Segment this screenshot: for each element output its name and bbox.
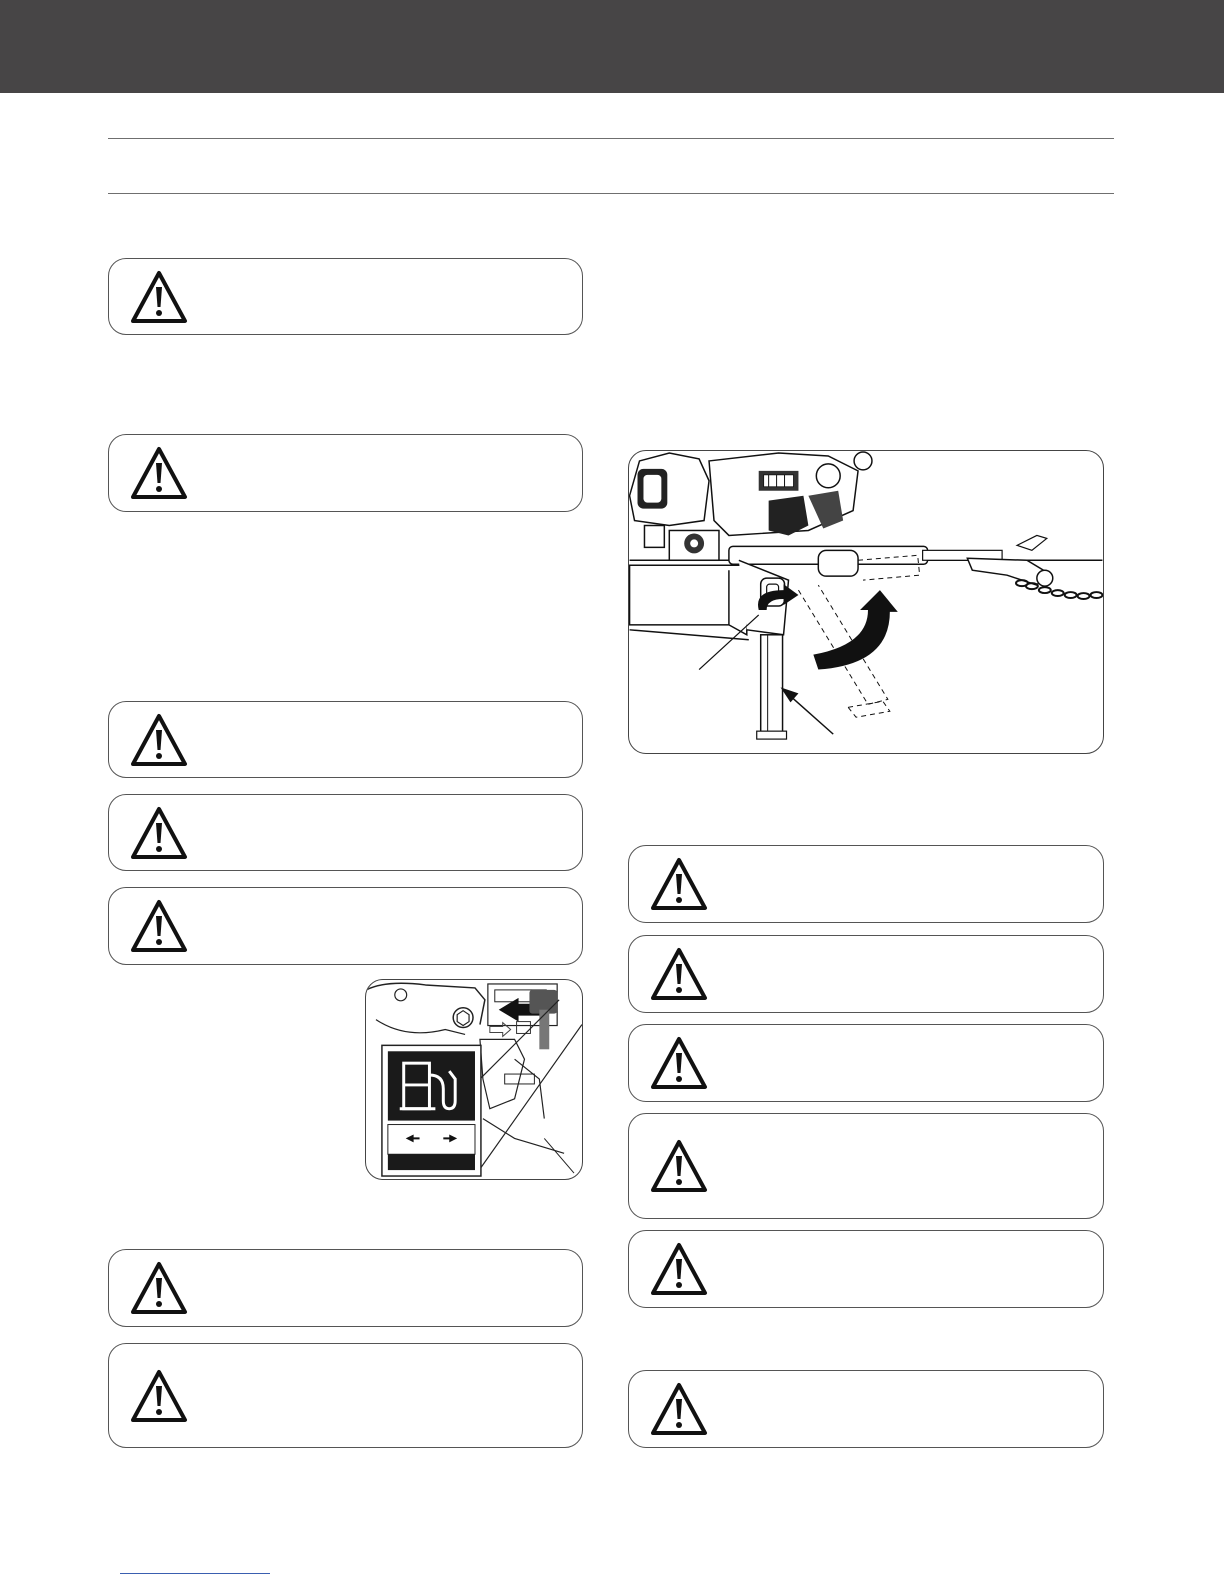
warning-box bbox=[108, 434, 583, 512]
fuel-pump-icon bbox=[382, 1045, 481, 1176]
warning-box bbox=[628, 1230, 1104, 1308]
warning-triangle-icon bbox=[129, 805, 189, 861]
warning-box bbox=[628, 1370, 1104, 1448]
warning-triangle-icon bbox=[129, 898, 189, 954]
warning-triangle-icon bbox=[649, 1381, 709, 1437]
warning-triangle-icon bbox=[129, 1368, 189, 1424]
pointer-arrow-icon bbox=[781, 687, 834, 734]
warning-triangle-icon bbox=[649, 1241, 709, 1297]
warning-triangle-icon bbox=[129, 269, 189, 325]
warning-triangle-icon bbox=[129, 445, 189, 501]
warning-triangle-icon bbox=[129, 1260, 189, 1316]
footer-link-underline[interactable] bbox=[120, 1573, 270, 1574]
warning-box bbox=[108, 701, 583, 778]
warning-box bbox=[628, 1024, 1104, 1102]
section-rule-bottom bbox=[108, 193, 1114, 194]
warning-box bbox=[628, 935, 1104, 1013]
warning-box bbox=[628, 845, 1104, 923]
warning-box bbox=[108, 1249, 583, 1327]
warning-box bbox=[108, 1343, 583, 1448]
warning-box bbox=[108, 794, 583, 871]
log-splitter-stand-figure bbox=[628, 450, 1104, 754]
warning-box bbox=[108, 258, 583, 335]
section-rule-top bbox=[108, 138, 1114, 139]
warning-box bbox=[108, 887, 583, 965]
warning-triangle-icon bbox=[649, 1035, 709, 1091]
warning-triangle-icon bbox=[649, 1138, 709, 1194]
warning-box bbox=[628, 1113, 1104, 1219]
rotate-arrow-icon bbox=[813, 590, 897, 669]
header-bar bbox=[0, 0, 1224, 93]
fuel-valve-figure bbox=[365, 979, 583, 1180]
warning-triangle-icon bbox=[649, 856, 709, 912]
warning-triangle-icon bbox=[649, 946, 709, 1002]
warning-triangle-icon bbox=[129, 712, 189, 768]
